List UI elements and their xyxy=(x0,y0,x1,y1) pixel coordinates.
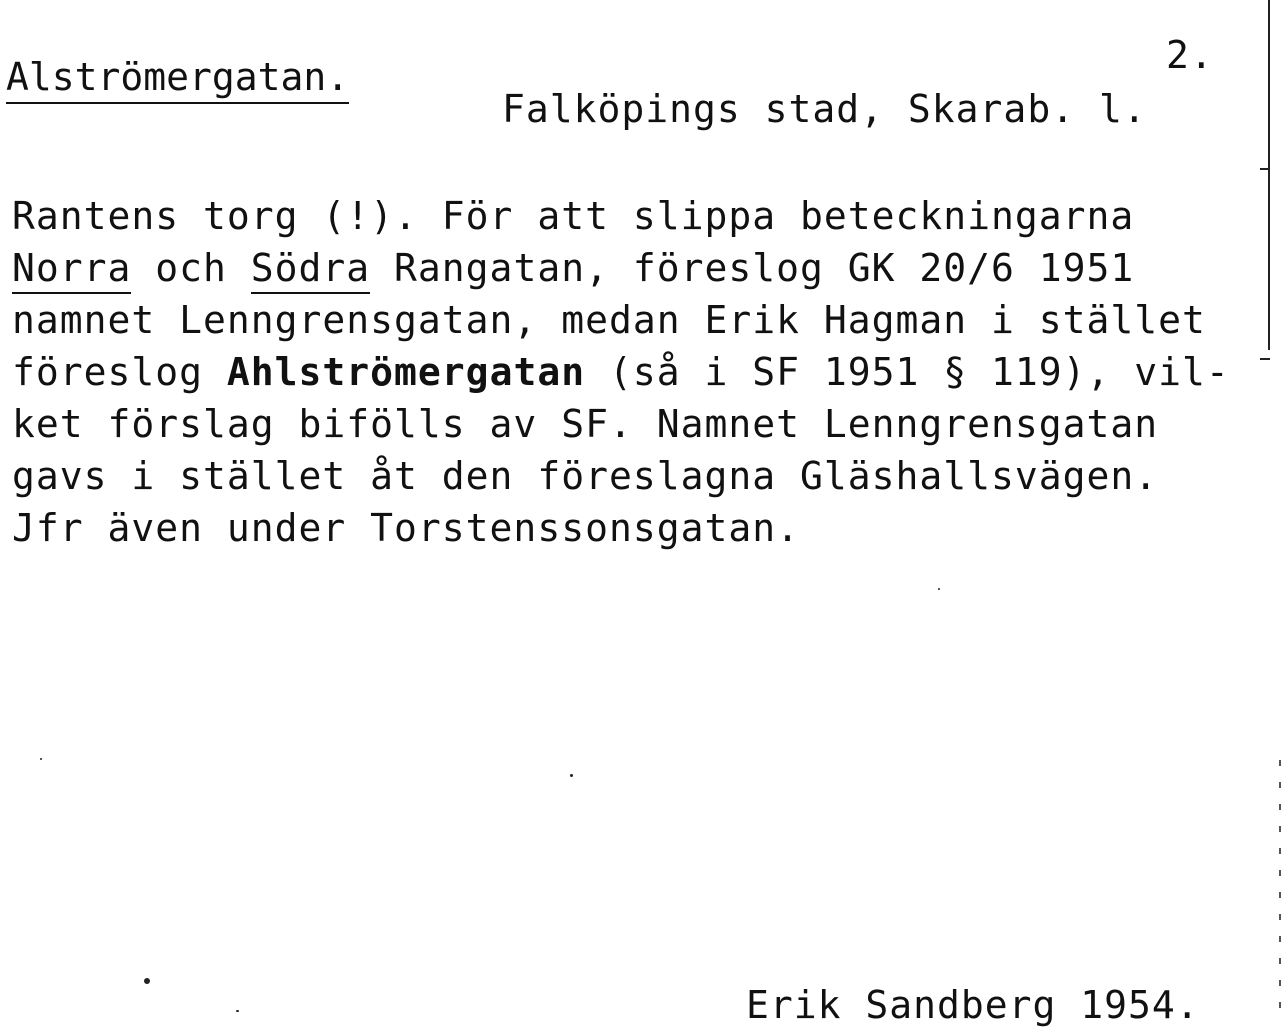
signature-line: Erik Sandberg 1954. xyxy=(746,983,1200,1027)
body-line-4 xyxy=(12,346,1272,398)
location-line: Falköpings stad, Skarab. l. xyxy=(502,87,1147,131)
body-line-2 xyxy=(12,242,1272,294)
card-edge-dashes xyxy=(1279,760,1281,1010)
body-line-6: gavs i stället åt den föreslagna Gläshallsvägen. xyxy=(12,454,1159,498)
body-line-5: ket förslag bifölls av SF. Namnet Lenngrensgatan xyxy=(12,402,1159,446)
scan-speck xyxy=(938,588,940,590)
card-edge-tick xyxy=(1260,168,1268,170)
scan-speck xyxy=(236,1010,239,1012)
body-line-4-text-a: föreslog xyxy=(12,350,227,394)
scan-speck xyxy=(144,978,150,984)
scan-speck xyxy=(570,774,573,777)
body-line-1: Rantens torg (!). För att slippa beteckningarna xyxy=(12,194,1135,238)
bold-street-name: Ahlströmergatan xyxy=(226,350,586,394)
body-line-4-text-b: (så i SF 1951 § 119), vil- xyxy=(585,350,1230,394)
scan-speck xyxy=(40,758,42,760)
street-name-title: Alströmergatan. xyxy=(6,58,349,104)
underlined-norra: Norra xyxy=(12,246,131,294)
underlined-sodra: Södra xyxy=(251,246,370,294)
body-line-3: namnet Lenngrensgatan, medan Erik Hagman i stället xyxy=(12,298,1206,342)
body-line-7: Jfr även under Torstenssonsgatan. xyxy=(12,506,800,550)
card-edge-tick-lower xyxy=(1260,358,1270,360)
body-line-2-text-b: Rangatan, föreslog GK 20/6 1951 xyxy=(370,246,1135,290)
card-body xyxy=(12,190,1272,554)
card-edge-line xyxy=(1268,0,1270,350)
body-line-2-text-a: och xyxy=(131,246,251,290)
card-number: 2. xyxy=(1166,33,1214,77)
